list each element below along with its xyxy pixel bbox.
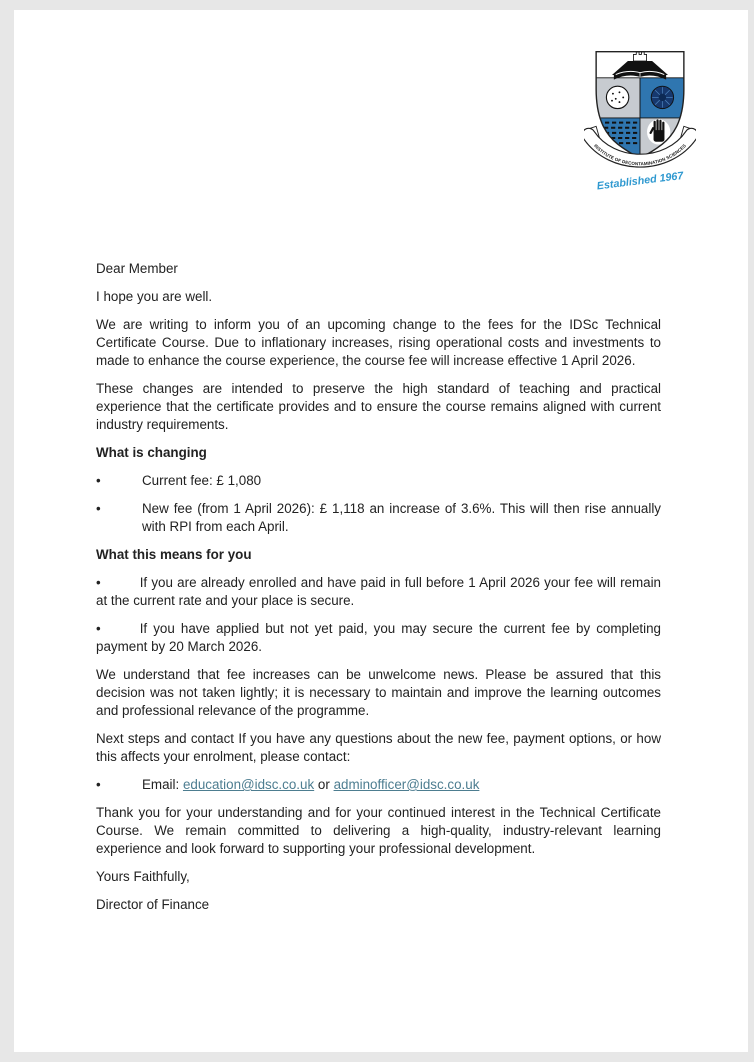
heading-what-this-means: What this means for you: [96, 547, 252, 562]
heading-what-is-changing: What is changing: [96, 445, 207, 460]
paragraph-intro: We are writing to inform you of an upcoming change to the fees for the IDSc Technical Certificate Course. Due to inflationary increases, rising operational costs and investments to made to enhance the course experience, the course fee will increase effective 1 April 2026.: [96, 317, 661, 368]
paragraph-understanding: We understand that fee increases can be unwelcome news. Please be assured that this decision was not taken lightly; it is necessary to maintain and improve the learning outcomes and professional relevance of the programme.: [96, 667, 661, 718]
crest-petri-dish: [606, 86, 628, 108]
crest-banner-label: INSTITUTE OF DECONTAMINATION SCIENCES: [593, 143, 687, 167]
bullet-marker: •: [96, 501, 101, 516]
adminofficer-email-link[interactable]: adminofficer@idsc.co.uk: [333, 777, 480, 792]
bullet-enrolled: [96, 574, 661, 610]
bullet-marker: •: [96, 777, 101, 792]
bullet-new-fee: [96, 500, 661, 536]
paragraph-greeting: I hope you are well.: [96, 289, 213, 304]
salutation: Dear Member: [96, 261, 178, 276]
bullet-email-contact: [96, 776, 661, 794]
bullet-marker: •: [96, 621, 101, 636]
signature: Director of Finance: [96, 897, 210, 912]
bullet-new-fee-text: New fee (from 1 April 2026): £ 1,118 an increase of 3.6%. This will then rise annually with RPI from each April.: [142, 501, 661, 534]
bullet-enrolled-text: If you are already enrolled and have paid in full before 1 April 2026 your fee will remain at the current rate and your place is secure.: [96, 575, 661, 608]
email-label: Email:: [142, 777, 180, 792]
idsc-crest-icon: [584, 41, 696, 193]
letter-body: [96, 260, 661, 924]
established-1967-label: Established 1967: [596, 169, 684, 193]
bullet-current-fee-text: Current fee: £ 1,080: [142, 473, 262, 488]
bullet-current-fee: [96, 472, 661, 490]
idsc-logo: [584, 41, 696, 193]
bullet-applied: [96, 620, 661, 656]
email-conjunction: or: [317, 777, 330, 792]
bullet-marker: •: [96, 575, 101, 590]
letter-page: [14, 10, 748, 1052]
crest-microscope-lens: [651, 86, 673, 108]
bullet-email-text: [142, 776, 661, 794]
crest-shield: [596, 52, 684, 160]
education-email-link[interactable]: education@idsc.co.uk: [182, 777, 315, 792]
bullet-applied-text: If you have applied but not yet paid, you may secure the current fee by completing payment by 20 March 2026.: [96, 621, 661, 654]
closing: Yours Faithfully,: [96, 869, 190, 884]
paragraph-changes-purpose: These changes are intended to preserve the high standard of teaching and practical experience that the certificate provides and to ensure the course remains aligned with current industry requirements.: [96, 381, 661, 432]
paragraph-thanks: Thank you for your understanding and for your continued interest in the Technical Certificate Course. We remain committed to delivering a high-quality, industry-relevant learning experience and look forward to supporting your professional development.: [96, 805, 661, 856]
paragraph-next-steps: Next steps and contact If you have any questions about the new fee, payment options, or how this affects your enrolment, please contact:: [96, 731, 661, 764]
bullet-marker: •: [96, 473, 101, 488]
